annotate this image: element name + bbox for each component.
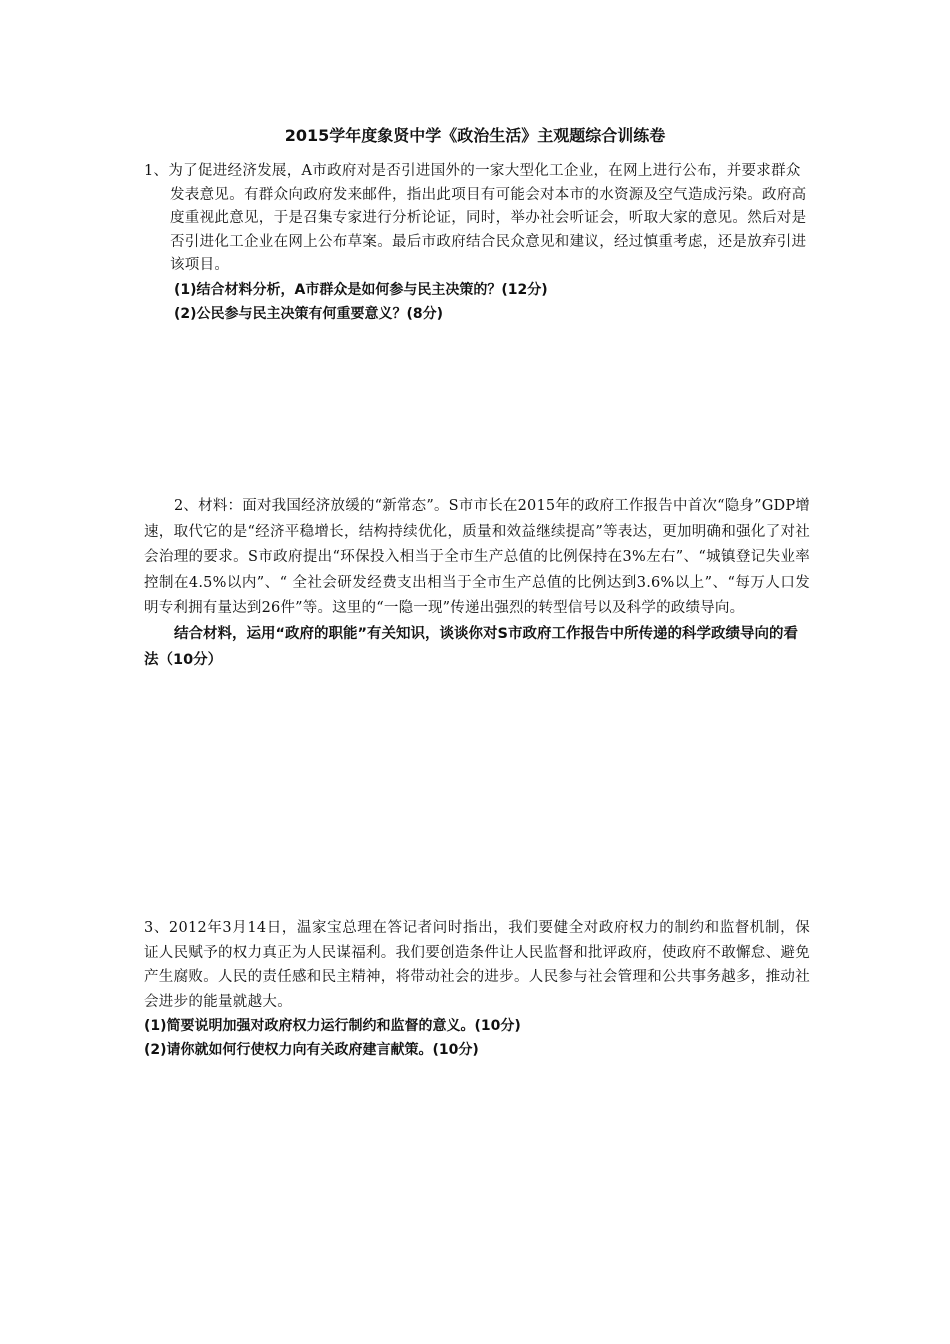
question-2 (144, 494, 810, 673)
question-1-sub-1: (1)结合材料分析，A市群众是如何参与民主决策的？(12分) (174, 281, 548, 298)
question-2-prompt: 结合材料，运用“政府的职能”有关知识，谈谈你对S市政府工作报告中所传递的科学政绩导向的看法（10分） (144, 625, 798, 668)
question-1 (144, 160, 809, 326)
question-1-material: 1、为了促进经济发展，A市政府对是否引进国外的一家大型化工企业，在网上进行公布，并要求群众发表意见。有群众向政府发来邮件，指出此项目有可能会对本市的水资源及空气造成污染。政府高度重视此意见，于是召集专家进行分析论证，同时，举办社会听证会，听取大家的意见。然后对是否引进化工企业在网上公布草案。最后市政府结合民众意见和建议，经过慎重考虑，还是放弃引进该项目。 (144, 163, 807, 274)
question-3-sub-2: (2)请你就如何行使权力向有关政府建言献策。(10分) (144, 1042, 479, 1059)
question-2-material: 2、材料：面对我国经济放缓的“新常态”。S市市长在2015年的政府工作报告中首次“隐身”GDP增速，取代它的是“经济平稳增长，结构持续优化，质量和效益继续提高”等表达，更加明确和强化了对社会治理的要求。S市政府提出“环保投入相当于全市生产总值的比例保持在3%左右”、“城镇登记失业率控制在4.5%以内”、“ 全社会研发经费支出相当于全市生产总值的比例达到3.6%以上”、“每万人口发明专利拥有量达到26件”等。这里的“一隐一现”传递出强烈的转型信号以及科学的政绩导向。 (144, 498, 810, 617)
page-title: 2015学年度象贤中学《政治生活》主观题综合训练卷 (284, 126, 666, 145)
question-3 (144, 916, 810, 1062)
question-3-material: 3、2012年3月14日，温家宝总理在答记者问时指出，我们要健全对政府权力的制约和监督机制，保证人民赋予的权力真正为人民谋福利。我们要创造条件让人民监督和批评政府，使政府不敢懈怠、避免产生腐败。人民的责任感和民主精神，将带动社会的进步。人民参与社会管理和公共事务越多，推动社会进步的能量就越大。 (144, 920, 810, 1010)
question-3-sub-1: (1)简要说明加强对政府权力运行制约和监督的意义。(10分) (144, 1018, 521, 1035)
question-1-sub-2: (2)公民参与民主决策有何重要意义？(8分) (174, 305, 444, 322)
